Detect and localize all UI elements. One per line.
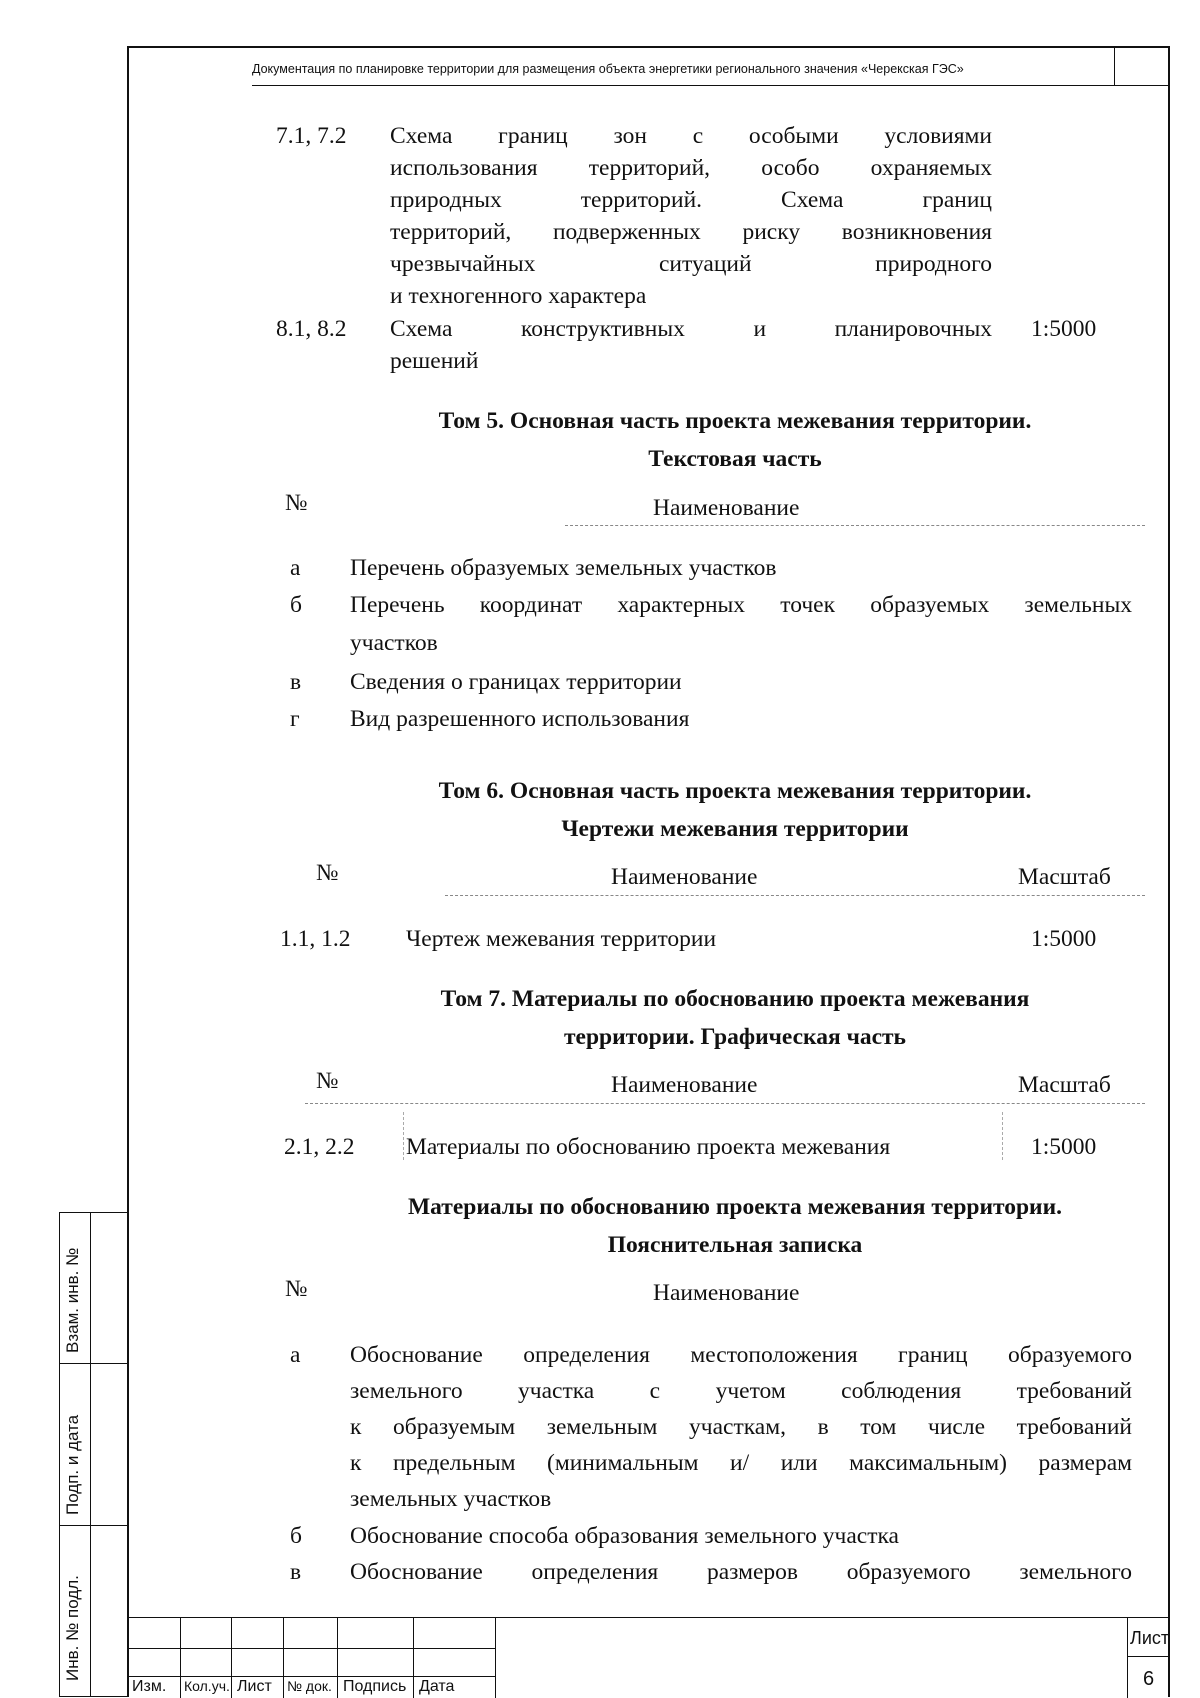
stamp-col-label: № док.	[287, 1678, 332, 1694]
list-item: участков	[350, 630, 438, 656]
row-number: 7.1, 7.2	[276, 123, 347, 149]
column-header-name: Наименование	[653, 495, 800, 521]
list-mark: б	[290, 592, 302, 618]
row-name-line: и техногенного характера	[390, 283, 647, 309]
stamp-col-label: Дата	[419, 1678, 455, 1695]
section-title: Материалы по обоснованию проекта межевания территории.	[407, 1194, 1063, 1220]
list-item: Вид разрешенного использования	[350, 706, 690, 732]
row-name-line: Схема границ зон с особыми условиями	[390, 123, 992, 149]
stamp-col-label: Подпись	[343, 1678, 407, 1695]
side-stamp-label: Инв. № подл.	[63, 1575, 82, 1681]
list-item-line: к образуемым земельным участкам, в том числе требований	[350, 1414, 1132, 1440]
row-scale: 1:5000	[1031, 316, 1097, 342]
volume-title: Том 6. Основная часть проекта межевания территории.	[438, 778, 1032, 804]
side-stamp-divider	[59, 1525, 127, 1526]
section-subtitle: Пояснительная записка	[607, 1232, 863, 1258]
row-scale: 1:5000	[1031, 1134, 1097, 1160]
sheet-box-divider	[1127, 1656, 1170, 1657]
column-header-name: Наименование	[611, 864, 758, 890]
list-item: Перечень координат характерных точек образуемых земельных	[350, 592, 1132, 618]
row-number: 2.1, 2.2	[284, 1134, 355, 1160]
column-divider	[403, 1112, 404, 1160]
stamp-col-label: Изм.	[132, 1678, 167, 1695]
list-mark: а	[290, 555, 301, 581]
list-item: Перечень образуемых земельных участков	[350, 555, 777, 581]
column-divider	[1002, 1112, 1003, 1160]
volume-title: Том 7. Материалы по обоснованию проекта межевания	[440, 986, 1030, 1012]
volume-subtitle: Текстовая часть	[648, 446, 822, 472]
header-underline	[445, 895, 1145, 896]
row-number: 1.1, 1.2	[280, 926, 351, 952]
column-header-scale: Масштаб	[1018, 864, 1111, 890]
side-stamp-divider	[90, 1212, 91, 1697]
list-mark: б	[290, 1523, 302, 1549]
header-corner-box	[1114, 48, 1168, 86]
sheet-label: Лист	[1130, 1628, 1170, 1648]
volume-subtitle: территории. Графическая часть	[564, 1024, 906, 1050]
list-item-line: земельных участков	[350, 1486, 552, 1512]
column-header-number: №	[285, 1276, 308, 1302]
stamp-col-label: Кол.уч.	[184, 1678, 230, 1694]
row-name: Чертеж межевания территории	[406, 926, 717, 952]
list-mark: в	[290, 1559, 302, 1585]
list-mark: в	[290, 669, 302, 695]
row-name-line: территорий, подверженных риску возникновения	[390, 219, 992, 245]
row-name-line: природных территорий. Схема границ	[390, 187, 992, 213]
document-header: Документация по планировке территории для размещения объекта энергетики регионального значения «Черекская ГЭС»	[252, 62, 964, 76]
side-stamp-label: Подп. и дата	[63, 1414, 82, 1515]
column-header-name: Наименование	[611, 1072, 758, 1098]
column-header-number: №	[316, 860, 339, 886]
row-name-line: решений	[390, 348, 479, 374]
list-item: Обоснование определения размеров образуемого земельного	[350, 1559, 1132, 1585]
column-header-name: Наименование	[653, 1280, 800, 1306]
header-rule	[252, 85, 1130, 86]
sheet-number: 6	[1143, 1668, 1155, 1690]
row-name-line: Схема конструктивных и планировочных	[390, 316, 992, 342]
stamp-col-label: Лист	[237, 1678, 272, 1695]
list-item-line: к предельным (минимальным и/ или максимальным) размерам	[350, 1450, 1132, 1476]
row-name: Материалы по обоснованию проекта межевания	[406, 1134, 891, 1160]
list-item-line: Обоснование определения местоположения границ образуемого	[350, 1342, 1132, 1368]
list-mark: а	[290, 1342, 301, 1368]
column-header-number: №	[285, 490, 308, 516]
header-underline	[565, 525, 1145, 526]
volume-subtitle: Чертежи межевания территории	[561, 816, 909, 842]
row-number: 8.1, 8.2	[276, 316, 347, 342]
column-header-scale: Масштаб	[1018, 1072, 1111, 1098]
title-block	[127, 1617, 1170, 1698]
list-item-line: земельного участка с учетом соблюдения требований	[350, 1378, 1132, 1404]
list-mark: г	[290, 706, 300, 732]
list-item: Сведения о границах территории	[350, 669, 682, 695]
row-scale: 1:5000	[1031, 926, 1097, 952]
side-stamp-divider	[59, 1363, 127, 1364]
column-header-number: №	[316, 1068, 339, 1094]
header-underline	[305, 1103, 1145, 1104]
row-name-line: чрезвычайных ситуаций природного	[390, 251, 992, 277]
row-name-line: использования территорий, особо охраняемых	[390, 155, 992, 181]
volume-title: Том 5. Основная часть проекта межевания территории.	[438, 408, 1032, 434]
side-stamp-label: Взам. инв. №	[63, 1247, 82, 1353]
list-item: Обоснование способа образования земельного участка	[350, 1523, 899, 1549]
